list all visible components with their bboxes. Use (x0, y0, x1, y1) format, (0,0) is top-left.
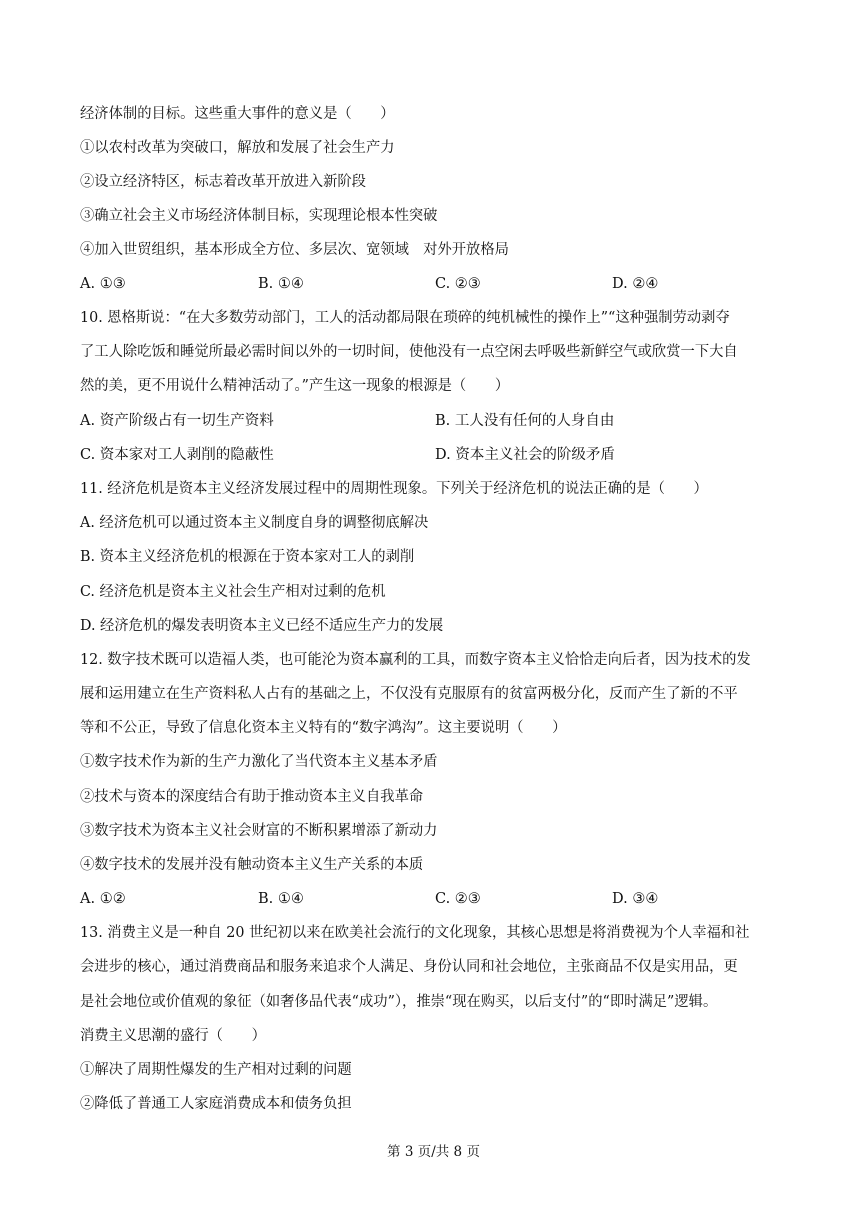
q9-statement-2: ②设立经济特区，标志着改革开放进入新阶段 (80, 174, 366, 190)
q13-statement-2: ②降低了普通工人家庭消费成本和债务负担 (80, 1096, 352, 1112)
q11-stem: 11. 经济危机是资本主义经济发展过程中的周期性现象。下列关于经济危机的说法正确的是（ ） (80, 481, 708, 497)
q9-statement-3: ③确立社会主义市场经济体制目标，实现理论根本性突破 (80, 208, 438, 224)
q10-stem-line-3: 然的美，更不用说什么精神活动了。”产生这一现象的根源是（ ） (80, 378, 510, 394)
q11-option-d: D. 经济危机的爆发表明资本主义已经不适应生产力的发展 (80, 618, 444, 634)
q10-stem-line-2: 了工人除吃饭和睡觉所最必需时间以外的一切时间，使他没有一点空闲去呼吸些新鲜空气或欣赏一下大自 (80, 344, 738, 360)
q13-statement-1: ①解决了周期性爆发的生产相对过剩的问题 (80, 1062, 352, 1078)
q9-option-b: B. ①④ (258, 276, 304, 292)
q12-stem-line-2: 展和运用建立在生产资料私人占有的基础之上，不仅没有克服原有的贫富两极分化，反而产生了新的不平 (80, 686, 738, 702)
q12-statement-2: ②技术与资本的深度结合有助于推动资本主义自我革命 (80, 789, 424, 805)
q9-option-c: C. ②③ (435, 276, 481, 292)
q9-option-d: D. ②④ (612, 276, 659, 292)
q10-option-a: A. 资产阶级占有一切生产资料 (80, 413, 274, 429)
q9-stem-tail: 经济体制的目标。这些重大事件的意义是（ ） (80, 106, 395, 122)
q12-statement-1: ①数字技术作为新的生产力激化了当代资本主义基本矛盾 (80, 754, 438, 770)
q11-option-b: B. 资本主义经济危机的根源在于资本家对工人的剥削 (80, 549, 415, 565)
q9-statement-1: ①以农村改革为突破口，解放和发展了社会生产力 (80, 140, 395, 156)
q10-option-c: C. 资本家对工人剥削的隐蔽性 (80, 447, 274, 463)
q12-option-a: A. ①② (80, 891, 126, 907)
q11-option-a: A. 经济危机可以通过资本主义制度自身的调整彻底解决 (80, 515, 429, 531)
q9-statement-4: ④加入世贸组织，基本形成全方位、多层次、宽领域 对外开放格局 (80, 242, 509, 258)
q12-option-d: D. ③④ (612, 891, 659, 907)
q12-option-c: C. ②③ (435, 891, 481, 907)
q13-stem-line-2: 会进步的核心，通过消费商品和服务来追求个人满足、身份认同和社会地位，主张商品不仅是实用品，更 (80, 959, 738, 975)
q13-stem-line-3: 是社会地位或价值观的象征（如奢侈品代表“成功”），推崇“现在购买，以后支付”的“即时满足”逻辑。 (80, 994, 718, 1010)
q13-stem-line-1: 13. 消费主义是一种自 20 世纪初以来在欧美社会流行的文化现象，其核心思想是将消费视为个人幸福和社 (80, 925, 750, 941)
q10-option-d: D. 资本主义社会的阶级矛盾 (435, 447, 615, 463)
q10-stem-line-1: 10. 恩格斯说：“在大多数劳动部门，工人的活动都局限在琐碎的纯机械性的操作上”“这种强制劳动剥夺 (80, 310, 730, 326)
q12-option-b: B. ①④ (258, 891, 304, 907)
page-number-footer: 第 3 页/共 8 页 (387, 1144, 480, 1160)
q12-statement-4: ④数字技术的发展并没有触动资本主义生产关系的本质 (80, 857, 424, 873)
q12-stem-line-1: 12. 数字技术既可以造福人类，也可能沦为资本赢利的工具，而数字资本主义恰恰走向后者，因为技术的发 (80, 652, 751, 668)
q13-stem-line-4: 消费主义思潮的盛行（ ） (80, 1028, 266, 1044)
q12-statement-3: ③数字技术为资本主义社会财富的不断积累增添了新动力 (80, 823, 438, 839)
q11-option-c: C. 经济危机是资本主义社会生产相对过剩的危机 (80, 584, 386, 600)
q10-option-b: B. 工人没有任何的人身自由 (435, 413, 615, 429)
q9-option-a: A. ①③ (80, 276, 126, 292)
q12-stem-line-3: 等和不公正，导致了信息化资本主义特有的“数字鸿沟”。这主要说明（ ） (80, 720, 567, 736)
